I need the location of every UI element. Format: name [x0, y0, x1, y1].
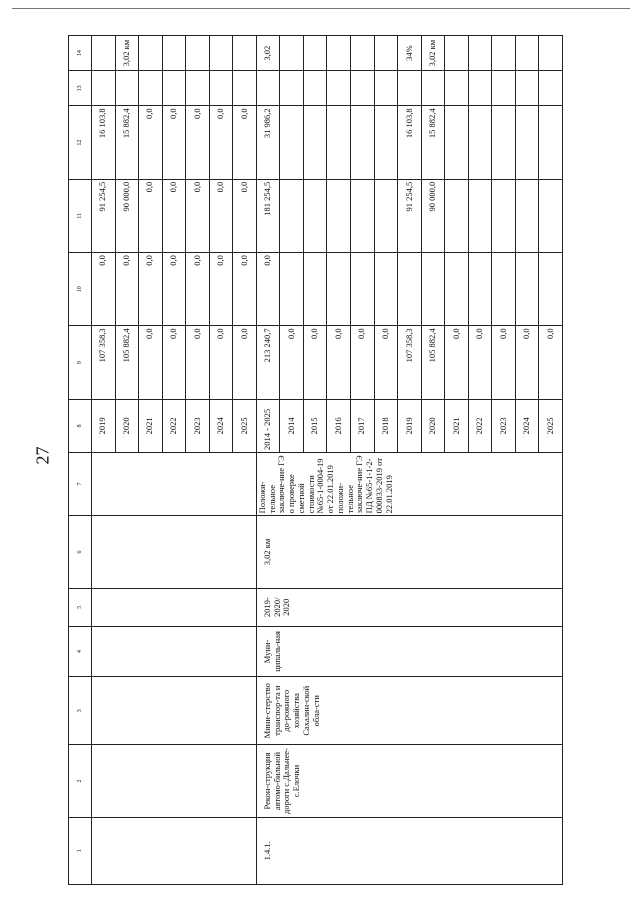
- year-cell: 2020: [421, 399, 445, 452]
- col-num: 11: [69, 179, 92, 252]
- project-executor: Мини-стерство транспор-та и до-рожного хозяйства Сахалин-ской обла-сти: [256, 677, 562, 745]
- value-cell: 91 254,5: [92, 179, 116, 252]
- rotated-table-wrapper: [68, 35, 563, 885]
- project-capacity: 3,02 км: [256, 516, 562, 588]
- year-cell: 2017: [351, 399, 375, 452]
- cont-cell-3: [92, 677, 257, 745]
- value-cell: 0,0: [233, 179, 257, 252]
- value-cell: [445, 36, 469, 71]
- value-cell: [280, 179, 304, 252]
- value-cell: [492, 71, 516, 106]
- value-cell: 0,0: [139, 106, 163, 179]
- value-cell: [421, 71, 445, 106]
- value-cell: 0,0: [186, 253, 210, 326]
- value-cell: [209, 71, 233, 106]
- value-cell: 0,0: [162, 179, 186, 252]
- year-cell: 2014: [280, 399, 304, 452]
- value-cell: [515, 71, 539, 106]
- value-cell: 107 358,3: [92, 326, 116, 399]
- value-cell: [539, 253, 563, 326]
- value-cell: [209, 36, 233, 71]
- value-cell: [327, 106, 351, 179]
- value-cell: 0,0: [162, 326, 186, 399]
- value-cell: [539, 71, 563, 106]
- value-cell: [256, 71, 280, 106]
- value-cell: 0,0: [139, 253, 163, 326]
- col-num: 6: [69, 516, 92, 588]
- year-cell: 2024: [209, 399, 233, 452]
- col-num: 8: [69, 399, 92, 452]
- value-cell: [233, 36, 257, 71]
- value-cell: [280, 36, 304, 71]
- year-cell: 2025: [539, 399, 563, 452]
- value-cell: 0,0: [209, 253, 233, 326]
- value-cell: [468, 106, 492, 179]
- cont-cell-4: [92, 626, 257, 676]
- value-cell: [351, 106, 375, 179]
- value-cell: [303, 71, 327, 106]
- col-num: 7: [69, 453, 92, 516]
- year-cell: 2019: [398, 399, 422, 452]
- value-cell: [351, 179, 375, 252]
- project-total-row: [256, 36, 280, 885]
- value-cell: 0,0: [186, 106, 210, 179]
- value-cell: [492, 106, 516, 179]
- value-cell: [515, 106, 539, 179]
- value-cell: 3,02 км: [115, 36, 139, 71]
- year-cell: 2020: [115, 399, 139, 452]
- project-name: Рекон-струкция автомо-бильной дороги с.Дальнее-с.Елочки: [256, 745, 562, 817]
- year-cell: 2023: [186, 399, 210, 452]
- value-cell: 0,0: [303, 326, 327, 399]
- value-cell: [374, 253, 398, 326]
- value-cell: [492, 253, 516, 326]
- value-cell: 0,0: [256, 253, 280, 326]
- value-cell: 0,0: [162, 106, 186, 179]
- value-cell: 0,0: [327, 326, 351, 399]
- value-cell: [92, 71, 116, 106]
- project-ownership: Муни-ципаль-ная: [256, 626, 562, 676]
- value-cell: 31 986,2: [256, 106, 280, 179]
- value-cell: 0,0: [162, 253, 186, 326]
- value-cell: [115, 71, 139, 106]
- value-cell: 15 882,4: [421, 106, 445, 179]
- value-cell: 0,0: [209, 179, 233, 252]
- value-cell: 0,0: [445, 326, 469, 399]
- value-cell: [327, 179, 351, 252]
- value-cell: [374, 71, 398, 106]
- value-cell: 0,0: [209, 106, 233, 179]
- value-cell: [445, 71, 469, 106]
- year-cell: 2014 - 2025: [256, 399, 280, 452]
- value-cell: [492, 179, 516, 252]
- value-cell: [539, 36, 563, 71]
- value-cell: [398, 253, 422, 326]
- value-cell: 0,0: [233, 253, 257, 326]
- project-number: 1.4.1.: [256, 817, 562, 884]
- col-num: 3: [69, 677, 92, 745]
- year-cell: 2015: [303, 399, 327, 452]
- value-cell: 3,02 км: [421, 36, 445, 71]
- year-cell: 2016: [327, 399, 351, 452]
- project-expertise: Положи-тельное заключе-ние ГЭ о проверке сметной стоимости №65-1-0004-19 от 22.01.2019 положи-тельное заключе-ние ГЭ ПД №65-1-1-2-000833-2019 от 22.01.2019: [256, 453, 562, 516]
- value-cell: [445, 179, 469, 252]
- value-cell: 213 240,7: [256, 326, 280, 399]
- col-num: 10: [69, 253, 92, 326]
- value-cell: 0,0: [539, 326, 563, 399]
- value-cell: 90 000,0: [115, 179, 139, 252]
- value-cell: 181 254,5: [256, 179, 280, 252]
- year-cell: 2022: [162, 399, 186, 452]
- value-cell: [303, 253, 327, 326]
- page-number: 27: [32, 446, 53, 465]
- program-table: [68, 35, 563, 885]
- project-period: 2019-2020/ 2020: [256, 588, 562, 626]
- value-cell: [327, 36, 351, 71]
- value-cell: [351, 71, 375, 106]
- year-cell: 2024: [515, 399, 539, 452]
- value-cell: 0,0: [492, 326, 516, 399]
- value-cell: [327, 71, 351, 106]
- year-cell: 2021: [445, 399, 469, 452]
- value-cell: [421, 253, 445, 326]
- value-cell: [280, 106, 304, 179]
- value-cell: [139, 36, 163, 71]
- value-cell: [515, 179, 539, 252]
- value-cell: [233, 71, 257, 106]
- value-cell: 34%: [398, 36, 422, 71]
- value-cell: [303, 106, 327, 179]
- value-cell: [492, 36, 516, 71]
- value-cell: 0,0: [115, 253, 139, 326]
- year-cell: 2021: [139, 399, 163, 452]
- value-cell: [303, 36, 327, 71]
- value-cell: [445, 253, 469, 326]
- year-cell: 2019: [92, 399, 116, 452]
- value-cell: 105 882,4: [421, 326, 445, 399]
- value-cell: [515, 36, 539, 71]
- value-cell: [186, 36, 210, 71]
- value-cell: [374, 179, 398, 252]
- value-cell: [280, 253, 304, 326]
- cont-cell-1: [92, 817, 257, 884]
- value-cell: [468, 179, 492, 252]
- col-num: 1: [69, 817, 92, 884]
- value-cell: [92, 36, 116, 71]
- col-num: 2: [69, 745, 92, 817]
- value-cell: [303, 179, 327, 252]
- value-cell: [515, 253, 539, 326]
- value-cell: 107 358,3: [398, 326, 422, 399]
- value-cell: 0,0: [468, 326, 492, 399]
- value-cell: 0,0: [374, 326, 398, 399]
- value-cell: 0,0: [92, 253, 116, 326]
- col-num: 12: [69, 106, 92, 179]
- value-cell: 0,0: [515, 326, 539, 399]
- year-cell: 2022: [468, 399, 492, 452]
- value-cell: [539, 179, 563, 252]
- value-cell: 0,0: [351, 326, 375, 399]
- cont-cell-7: [92, 453, 257, 516]
- value-cell: [468, 253, 492, 326]
- value-cell: 0,0: [233, 326, 257, 399]
- value-cell: 3,02: [256, 36, 280, 71]
- col-num: 14: [69, 36, 92, 71]
- col-num: 4: [69, 626, 92, 676]
- value-cell: [139, 71, 163, 106]
- value-cell: [351, 36, 375, 71]
- cont-cell-5: [92, 588, 257, 626]
- value-cell: 0,0: [139, 326, 163, 399]
- value-cell: 90 000,0: [421, 179, 445, 252]
- value-cell: 91 254,5: [398, 179, 422, 252]
- table-row: [92, 36, 116, 885]
- value-cell: [162, 36, 186, 71]
- value-cell: [468, 71, 492, 106]
- value-cell: [327, 253, 351, 326]
- value-cell: 15 882,4: [115, 106, 139, 179]
- cont-cell-2: [92, 745, 257, 817]
- col-num: 13: [69, 71, 92, 106]
- value-cell: [351, 253, 375, 326]
- value-cell: [374, 106, 398, 179]
- value-cell: [162, 71, 186, 106]
- page-top-rule: [12, 8, 630, 9]
- value-cell: 105 882,4: [115, 326, 139, 399]
- value-cell: 0,0: [233, 106, 257, 179]
- column-number-row: [69, 36, 92, 885]
- year-cell: 2025: [233, 399, 257, 452]
- col-num: 9: [69, 326, 92, 399]
- year-cell: 2018: [374, 399, 398, 452]
- value-cell: 0,0: [209, 326, 233, 399]
- col-num: 5: [69, 588, 92, 626]
- value-cell: [374, 36, 398, 71]
- year-cell: 2023: [492, 399, 516, 452]
- value-cell: 16 103,8: [398, 106, 422, 179]
- value-cell: [445, 106, 469, 179]
- value-cell: [468, 36, 492, 71]
- value-cell: [186, 71, 210, 106]
- value-cell: 0,0: [280, 326, 304, 399]
- value-cell: [280, 71, 304, 106]
- value-cell: [398, 71, 422, 106]
- value-cell: 16 103,8: [92, 106, 116, 179]
- value-cell: 0,0: [139, 179, 163, 252]
- cont-cell-6: [92, 516, 257, 588]
- value-cell: [539, 106, 563, 179]
- value-cell: 0,0: [186, 326, 210, 399]
- value-cell: 0,0: [186, 179, 210, 252]
